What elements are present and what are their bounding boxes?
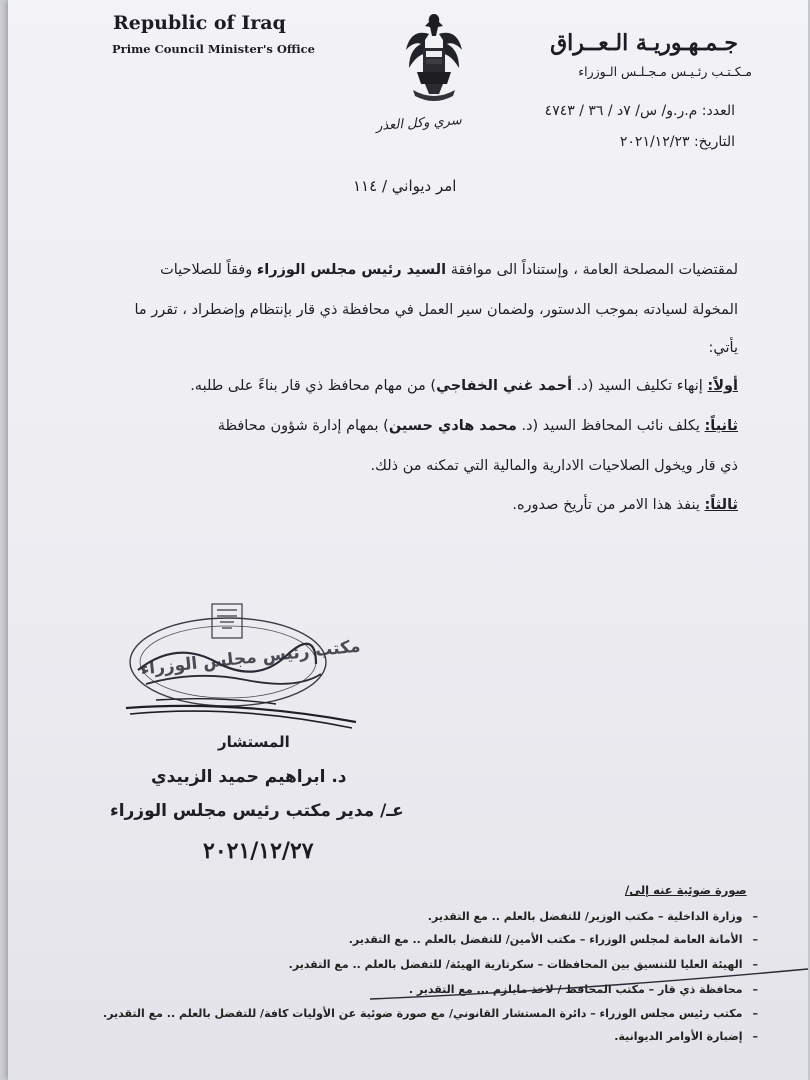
date-label: التاريخ:	[693, 134, 735, 150]
body-line-3: يأتي:	[708, 340, 738, 356]
order-item-2-continued: ذي قار ويخول الصلاحيات الادارية والمالية التي تمكنه من ذلك.	[370, 458, 738, 474]
item-label: ثالثاً:	[704, 497, 738, 513]
item-text: يكلف نائب المحافظ السيد (د.	[516, 418, 705, 434]
arabic-office-subtitle: مـكـتـب رئـيـس مـجـلـس الـوزراء	[578, 64, 752, 79]
order-title: امر ديواني / ١١٤	[353, 177, 457, 195]
person-name: أحمد غني الخفاجي	[436, 378, 573, 394]
order-item-3	[512, 497, 738, 513]
document-number	[545, 103, 735, 119]
stamp-text: مكتب رئيس مجلس الوزراء	[139, 636, 362, 680]
number-value: م.ر.و/ س/ ٧د / ٣٦ / ٤٧٤٣	[544, 103, 698, 119]
copy-recipient-text: مكتب رئيس مجلس الوزراء – دائرة المستشار القانوني/ مع صورة ضوئية عن الأوليات كافة/ للتفضل بالعلم .. مع التقدير.	[103, 1007, 743, 1020]
order-item-1	[190, 378, 738, 394]
number-label: العدد:	[701, 103, 735, 119]
handwritten-motto: سري وكل العذر	[375, 113, 463, 134]
body-text: لمقتضيات المصلحة العامة ، وإستناداً الى موافقة	[446, 262, 738, 278]
item-text: إنهاء تكليف السيد (د.	[572, 378, 708, 394]
english-country-title: Republic of Iraq	[113, 12, 286, 34]
item-text: ) من مهام محافظ ذي قار بناءً على طلبه.	[190, 378, 437, 394]
copy-recipient-text: وزارة الداخلية – مكتب الوزير/ للتفضل بالعلم .. مع التقدير.	[427, 910, 743, 923]
item-text: ) بمهام إدارة شؤون محافظة	[217, 418, 389, 434]
english-office-subtitle: Prime Council Minister's Office	[112, 42, 315, 56]
pen-strike-mark-icon	[368, 965, 808, 1005]
body-line-2: المخولة لسيادته بموجب الدستور، ولضمان سير العمل في محافظة ذي قار بإنتظام وإضطراد ، تقرر ما	[134, 302, 738, 318]
copy-recipient: –الهيئة العليا للتنسيق بين المحافظات – سكرتارية الهيئة/ للتفضل بالعلم .. مع التقدير.	[288, 958, 758, 971]
iraq-eagle-emblem-icon	[403, 10, 465, 122]
copy-recipient: –محافظة ذي قار – مكتب المحافظ / لاخذ مايلزم ... مع التقدير .	[408, 983, 758, 996]
order-item-2	[218, 418, 738, 434]
signatory-title: المستشار	[218, 733, 290, 751]
copy-recipient: –إضبارة الأوامر الديوانية.	[614, 1030, 758, 1043]
document-date	[620, 134, 735, 150]
person-name: محمد هادي حسين	[388, 418, 517, 434]
arabic-country-title: جـمـهـوريـة الـعــراق	[550, 30, 738, 56]
copy-recipient-text: الهيئة العليا للتنسيق بين المحافظات – سكرتارية الهيئة/ للتفضل بالعلم .. مع التقدير.	[288, 958, 743, 971]
copy-recipient: –وزارة الداخلية – مكتب الوزير/ للتفضل بالعلم .. مع التقدير.	[427, 910, 758, 923]
body-line-1	[160, 262, 738, 278]
copy-recipient-text: إضبارة الأوامر الديوانية.	[614, 1030, 743, 1043]
item-label: ثانياً:	[704, 418, 738, 434]
signatory-name: د. ابراهيم حميد الزبيدي	[151, 767, 347, 787]
item-text: ينفذ هذا الامر من تأريخ صدوره.	[512, 497, 705, 513]
copy-recipient-text: الأمانة العامة لمجلس الوزراء – مكتب الأمين/ للتفضل بالعلم .. مع التقدير.	[348, 933, 743, 946]
document-page	[8, 0, 808, 1080]
body-text: وفقاً للصلاحيات	[160, 262, 257, 278]
item-label: أولاً:	[707, 378, 738, 394]
date-value: ٢٠٢١/١٢/٢٣	[619, 134, 690, 150]
copy-recipient-text: محافظة ذي قار – مكتب المحافظ / لاخذ مايلزم ... مع التقدير .	[408, 983, 743, 996]
copy-recipient: –الأمانة العامة لمجلس الوزراء – مكتب الأمين/ للتفضل بالعلم .. مع التقدير.	[348, 933, 758, 946]
copies-heading: صورة ضوئية عنه إلى/	[625, 883, 747, 897]
prime-minister-reference: السيد رئيس مجلس الوزراء	[256, 262, 447, 278]
copy-recipient: –مكتب رئيس مجلس الوزراء – دائرة المستشار القانوني/ مع صورة ضوئية عن الأوليات كافة/ للتفضل بالعلم .. مع التقدير.	[103, 1007, 758, 1020]
signature-date: ٢٠٢١/١٢/٢٧	[203, 838, 314, 864]
signatory-role: عـ/ مدير مكتب رئيس مجلس الوزراء	[110, 801, 404, 821]
